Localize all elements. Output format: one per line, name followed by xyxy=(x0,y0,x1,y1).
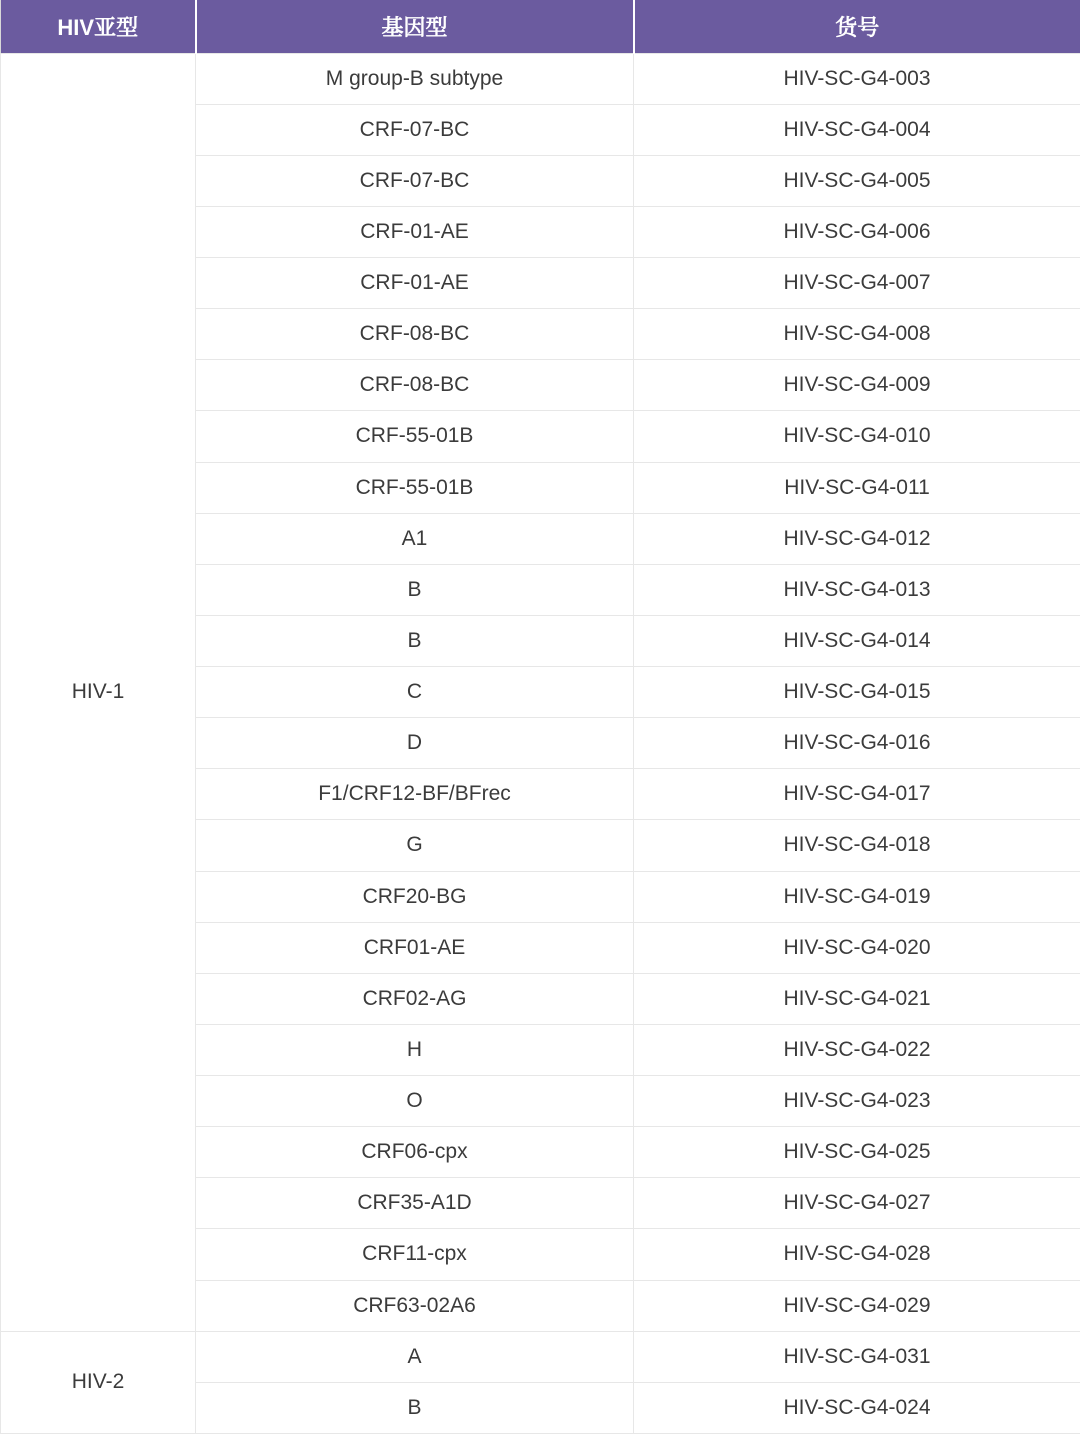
genotype-cell: CRF-55-01B xyxy=(196,411,634,462)
header-cell-genotype: 基因型 xyxy=(196,0,634,53)
catalog-cell: HIV-SC-G4-017 xyxy=(634,769,1080,820)
genotype-cell: CRF01-AE xyxy=(196,922,634,973)
catalog-cell: HIV-SC-G4-013 xyxy=(634,564,1080,615)
genotype-cell: B xyxy=(196,1382,634,1433)
header-cell-catalog: 货号 xyxy=(634,0,1080,53)
table-header xyxy=(1,0,1080,53)
catalog-cell: HIV-SC-G4-021 xyxy=(634,973,1080,1024)
catalog-cell: HIV-SC-G4-003 xyxy=(634,53,1080,104)
genotype-cell: H xyxy=(196,1024,634,1075)
subtype-group-cell-hiv-1: HIV-1 xyxy=(1,53,196,1331)
catalog-cell: HIV-SC-G4-004 xyxy=(634,104,1080,155)
genotype-cell: CRF11-cpx xyxy=(196,1229,634,1280)
catalog-cell: HIV-SC-G4-019 xyxy=(634,871,1080,922)
genotype-cell: CRF06-cpx xyxy=(196,1127,634,1178)
catalog-cell: HIV-SC-G4-005 xyxy=(634,155,1080,206)
catalog-cell: HIV-SC-G4-007 xyxy=(634,258,1080,309)
catalog-cell: HIV-SC-G4-027 xyxy=(634,1178,1080,1229)
header-row xyxy=(1,0,1080,53)
genotype-cell: F1/CRF12-BF/BFrec xyxy=(196,769,634,820)
catalog-cell: HIV-SC-G4-029 xyxy=(634,1280,1080,1331)
catalog-cell: HIV-SC-G4-022 xyxy=(634,1024,1080,1075)
genotype-cell: CRF-55-01B xyxy=(196,462,634,513)
genotype-cell: G xyxy=(196,820,634,871)
catalog-cell: HIV-SC-G4-028 xyxy=(634,1229,1080,1280)
catalog-cell: HIV-SC-G4-018 xyxy=(634,820,1080,871)
catalog-cell: HIV-SC-G4-012 xyxy=(634,513,1080,564)
catalog-cell: HIV-SC-G4-010 xyxy=(634,411,1080,462)
header-cell-hiv-subtype: HIV亚型 xyxy=(1,0,196,53)
genotype-cell: CRF-01-AE xyxy=(196,206,634,257)
genotype-cell: M group-B subtype xyxy=(196,53,634,104)
genotype-cell: CRF-01-AE xyxy=(196,258,634,309)
genotype-cell: CRF-07-BC xyxy=(196,104,634,155)
table-row xyxy=(1,1331,1080,1382)
genotype-cell: B xyxy=(196,564,634,615)
genotype-cell: CRF02-AG xyxy=(196,973,634,1024)
catalog-cell: HIV-SC-G4-031 xyxy=(634,1331,1080,1382)
subtype-group-cell-hiv-2: HIV-2 xyxy=(1,1331,196,1433)
catalog-cell: HIV-SC-G4-024 xyxy=(634,1382,1080,1433)
genotype-cell: CRF-08-BC xyxy=(196,360,634,411)
catalog-cell: HIV-SC-G4-016 xyxy=(634,718,1080,769)
catalog-cell: HIV-SC-G4-008 xyxy=(634,309,1080,360)
genotype-cell: D xyxy=(196,718,634,769)
genotype-cell: C xyxy=(196,667,634,718)
table-row xyxy=(1,53,1080,104)
catalog-cell: HIV-SC-G4-020 xyxy=(634,922,1080,973)
catalog-cell: HIV-SC-G4-011 xyxy=(634,462,1080,513)
catalog-cell: HIV-SC-G4-025 xyxy=(634,1127,1080,1178)
genotype-cell: CRF63-02A6 xyxy=(196,1280,634,1331)
genotype-cell: O xyxy=(196,1076,634,1127)
catalog-cell: HIV-SC-G4-009 xyxy=(634,360,1080,411)
table-body xyxy=(1,53,1080,1434)
genotype-cell: CRF-07-BC xyxy=(196,155,634,206)
catalog-cell: HIV-SC-G4-023 xyxy=(634,1076,1080,1127)
catalog-cell: HIV-SC-G4-006 xyxy=(634,206,1080,257)
genotype-cell: A1 xyxy=(196,513,634,564)
catalog-cell: HIV-SC-G4-014 xyxy=(634,615,1080,666)
catalog-cell: HIV-SC-G4-015 xyxy=(634,667,1080,718)
genotype-cell: B xyxy=(196,615,634,666)
genotype-cell: CRF-08-BC xyxy=(196,309,634,360)
genotype-cell: A xyxy=(196,1331,634,1382)
genotype-cell: CRF20-BG xyxy=(196,871,634,922)
genotype-cell: CRF35-A1D xyxy=(196,1178,634,1229)
